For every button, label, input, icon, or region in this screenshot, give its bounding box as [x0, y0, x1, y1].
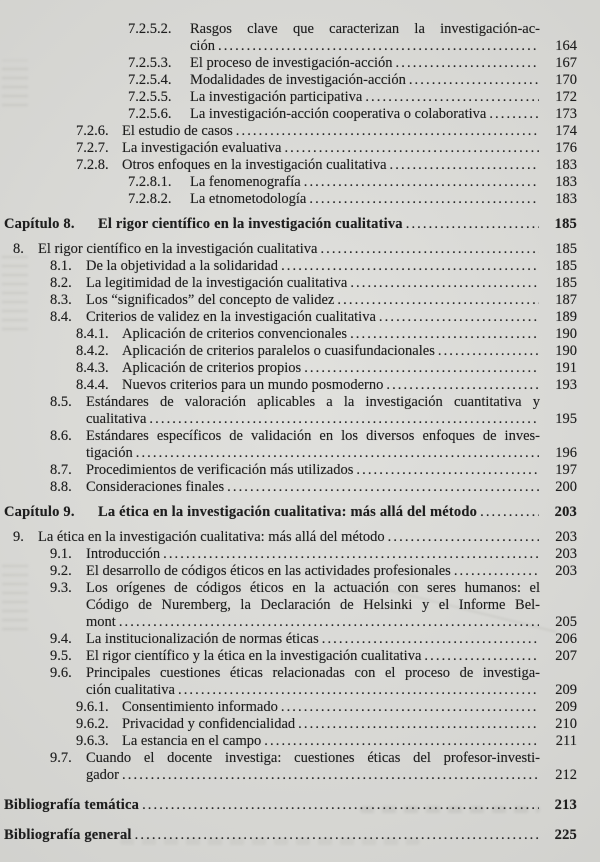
entry-last-line: [86, 682, 577, 699]
page-number: 210: [555, 716, 577, 732]
entry-last-line: [86, 462, 577, 479]
toc-entry: [50, 428, 577, 462]
entry-body: [86, 258, 577, 275]
entry-body: [190, 174, 577, 191]
toc-entry: [76, 140, 577, 157]
entry-number: 9.6.1.: [76, 699, 109, 715]
entry-body: [86, 309, 577, 326]
page-number: 176: [555, 140, 577, 156]
leader-dots: [406, 216, 539, 233]
entry-title-wrap-line: Estándares específicos de validación en los diversos enfoques de inves-: [86, 428, 540, 444]
entry-body: [38, 529, 577, 546]
entry-title-wrap-line: Principales cuestiones éticas relacionadas con el proceso de investiga-: [86, 665, 540, 681]
page-number: 167: [555, 55, 577, 71]
entry-body: [86, 665, 577, 699]
entry-body: [86, 292, 577, 309]
entry-title: El desarrollo de códigos éticos en las actividades profesionales: [86, 563, 451, 579]
entry-number: 7.2.6.: [76, 123, 109, 139]
page-number: 173: [555, 106, 577, 122]
entry-body: [86, 750, 577, 784]
page-number: 225: [554, 827, 577, 843]
page-number: 213: [554, 797, 577, 813]
entry-body: [98, 504, 577, 521]
page-number: 207: [555, 648, 577, 664]
page-number: 203: [555, 529, 577, 545]
toc-entry: [128, 174, 577, 191]
entry-title: Privacidad y confidencialidad: [122, 716, 296, 732]
page-number: 183: [555, 191, 577, 207]
entry-number: 8.7.: [50, 462, 72, 478]
toc-entry: [76, 123, 577, 140]
leader-dots: [309, 191, 539, 208]
leader-dots: [424, 648, 539, 665]
entry-number: 9.: [13, 529, 24, 545]
page-number: 174: [555, 123, 577, 139]
entry-title-wrap-line: Cuando el docente investiga: cuestiones éticas del profesor-investi-: [86, 750, 540, 766]
toc-entry: [128, 55, 577, 72]
entry-last-line: [122, 377, 577, 394]
leader-dots: [350, 275, 539, 292]
toc-entry: [128, 89, 577, 106]
toc-entry: [50, 309, 577, 326]
entry-title: El estudio de casos: [122, 123, 233, 139]
page-number: 170: [555, 72, 577, 88]
page-number: 197: [555, 462, 577, 478]
entry-title: La etnometodología: [190, 191, 307, 207]
entry-last-line: [38, 241, 577, 258]
entry-title-wrap-line: Rasgos clave que caracterizan la investigación-ac-: [190, 21, 540, 37]
entry-title: El proceso de investigación-acción: [190, 55, 393, 71]
page-number: 185: [555, 258, 577, 274]
leader-dots: [438, 343, 539, 360]
entry-number: 7.2.5.6.: [128, 106, 172, 122]
entry-number: 9.3.: [50, 580, 72, 596]
entry-body: [190, 89, 577, 106]
leader-dots: [135, 827, 539, 844]
entry-title: Introducción: [86, 546, 161, 562]
entry-last-line: [86, 292, 577, 309]
entry-title: Bibliografía general: [4, 827, 132, 843]
entry-body: [122, 326, 577, 343]
toc-entry: [128, 191, 577, 208]
entry-last-line: [122, 343, 577, 360]
toc-entry: [76, 343, 577, 360]
entry-body: [122, 343, 577, 360]
entry-body: [86, 394, 577, 428]
page-number: 191: [555, 360, 577, 376]
leader-dots: [281, 699, 539, 716]
leader-dots: [350, 326, 539, 343]
toc-entry: [50, 580, 577, 631]
page-number: 209: [555, 682, 577, 698]
page-number: 211: [555, 733, 577, 749]
entry-number: 8.: [13, 241, 24, 257]
entry-last-line: [98, 504, 577, 521]
entry-body: [190, 191, 577, 208]
entry-body: [122, 716, 577, 733]
entry-number: 9.1.: [50, 546, 72, 562]
page-number: 189: [555, 309, 577, 325]
page-number: 196: [555, 445, 577, 461]
toc-entry: [76, 716, 577, 733]
entry-body: [122, 377, 577, 394]
leader-dots: [480, 504, 539, 521]
toc-entry: [50, 665, 577, 699]
leader-dots: [409, 72, 539, 89]
entry-title: mont: [86, 614, 116, 630]
leader-dots: [386, 377, 539, 394]
leader-dots: [322, 631, 539, 648]
entry-body: [86, 275, 577, 292]
toc-entry: [50, 546, 577, 563]
entry-body: [86, 563, 577, 580]
leader-dots: [136, 445, 539, 462]
page-number: 187: [555, 292, 577, 308]
leader-dots: [298, 716, 539, 733]
leader-dots: [390, 157, 539, 174]
entry-number: 7.2.5.3.: [128, 55, 172, 71]
entry-body: [190, 106, 577, 123]
entry-number: 7.2.5.2.: [128, 21, 172, 37]
entry-title: La estancia en el campo: [122, 733, 262, 749]
entry-body: [86, 428, 577, 462]
entry-title: cualitativa: [86, 411, 147, 427]
page-number: 190: [555, 326, 577, 342]
page-number: 193: [555, 377, 577, 393]
entry-title: La legitimidad de la investigación cualitativa: [86, 275, 348, 291]
toc-entry: [76, 733, 577, 750]
entry-title: La institucionalización de normas éticas: [86, 631, 319, 647]
entry-title: El rigor científico y la ética en la investigación cualitativa: [86, 648, 422, 664]
entry-last-line: [122, 699, 577, 716]
leader-dots: [122, 767, 539, 784]
entry-last-line: [4, 797, 577, 814]
entry-title: De la objetividad a la solidaridad: [86, 258, 279, 274]
toc-entry: [13, 529, 577, 546]
entry-number: 8.4.4.: [76, 377, 109, 393]
page-number: 203: [555, 546, 577, 562]
entry-body: [122, 360, 577, 377]
entry-last-line: [38, 529, 577, 546]
entry-title: El rigor científico en la investigación cualitativa: [98, 216, 403, 232]
entry-body: [4, 827, 577, 844]
entry-number: 8.4.: [50, 309, 72, 325]
entry-body: [86, 648, 577, 665]
entry-title: El rigor científico en la investigación cualitativa: [38, 241, 318, 257]
leader-dots: [227, 479, 539, 496]
toc-entry: [50, 750, 577, 784]
entry-number: 9.6.3.: [76, 733, 109, 749]
toc-entry: [50, 479, 577, 496]
toc-entry: [4, 797, 577, 814]
entry-number: 8.6.: [50, 428, 72, 444]
entry-last-line: [86, 445, 577, 462]
entry-last-line: [86, 648, 577, 665]
entry-number: 8.3.: [50, 292, 72, 308]
page-number: 203: [554, 504, 577, 520]
entry-last-line: [122, 716, 577, 733]
entry-body: [190, 72, 577, 89]
entry-body: [86, 546, 577, 563]
entry-last-line: [190, 89, 577, 106]
entry-last-line: [86, 258, 577, 275]
entry-body: [4, 797, 577, 814]
toc-entry: [13, 241, 577, 258]
leader-dots: [337, 292, 539, 309]
entry-last-line: [122, 733, 577, 750]
entry-last-line: [190, 174, 577, 191]
entry-last-line: [86, 479, 577, 496]
entry-number: 7.2.7.: [76, 140, 109, 156]
entry-number: 8.1.: [50, 258, 72, 274]
leader-dots: [163, 546, 539, 563]
toc-entry: [50, 258, 577, 275]
entry-number: 9.7.: [50, 750, 72, 766]
entry-title: Bibliografía temática: [4, 797, 140, 813]
page-number: 209: [555, 699, 577, 715]
entry-body: [98, 216, 577, 233]
entry-last-line: [190, 38, 577, 55]
page-number: 195: [555, 411, 577, 427]
toc-entry: [50, 563, 577, 580]
entry-number: 8.5.: [50, 394, 72, 410]
page-number: 185: [554, 216, 577, 232]
page-number: 190: [555, 343, 577, 359]
leader-dots: [489, 106, 539, 123]
toc-entry: [50, 631, 577, 648]
entry-last-line: [86, 631, 577, 648]
leader-dots: [454, 563, 539, 580]
entry-title: Aplicación de criterios convencionales: [122, 326, 348, 342]
leader-dots: [281, 258, 539, 275]
entry-last-line: [122, 157, 577, 174]
entry-body: [86, 580, 577, 631]
entry-last-line: [4, 827, 577, 844]
entry-last-line: [98, 216, 577, 233]
entry-last-line: [190, 106, 577, 123]
toc-entry: [4, 216, 577, 233]
entry-number: 8.8.: [50, 479, 72, 495]
entry-title: La fenomenografía: [190, 174, 301, 190]
entry-number: 9.6.2.: [76, 716, 109, 732]
entry-title: Procedimientos de verificación más utilizados: [86, 462, 354, 478]
entry-body: [122, 699, 577, 716]
toc-entry: [128, 21, 577, 55]
entry-title: Nuevos criterios para un mundo posmoderno: [122, 377, 384, 393]
entry-body: [122, 140, 577, 157]
entry-number: 9.4.: [50, 631, 72, 647]
entry-last-line: [86, 767, 577, 784]
entry-body: [122, 733, 577, 750]
leader-dots: [264, 733, 539, 750]
page-number: 185: [555, 241, 577, 257]
entry-title: ción cualitativa: [86, 682, 175, 698]
entry-title-wrap-line: Código de Nuremberg, la Declaración de Helsinki y el Informe Bel-: [86, 597, 540, 613]
entry-title: Aplicación de criterios propios: [122, 360, 302, 376]
entry-body: [122, 157, 577, 174]
entry-title: Aplicación de criterios paralelos o cuasifundacionales: [122, 343, 435, 359]
entry-last-line: [122, 326, 577, 343]
entry-last-line: [86, 614, 577, 631]
entry-last-line: [190, 55, 577, 72]
toc-entry: [76, 157, 577, 174]
entry-title: La investigación-acción cooperativa o colaborativa: [190, 106, 487, 122]
page-number: 183: [555, 157, 577, 173]
entry-title: gador: [86, 767, 120, 783]
toc-entry: [128, 72, 577, 89]
page-number: 212: [555, 767, 577, 783]
leader-dots: [356, 462, 539, 479]
entry-number: 9.2.: [50, 563, 72, 579]
entry-number: 7.2.8.2.: [128, 191, 172, 207]
entry-number: 8.4.2.: [76, 343, 109, 359]
entry-last-line: [86, 275, 577, 292]
toc-entry: [76, 360, 577, 377]
leader-dots: [388, 529, 539, 546]
entry-title: La ética en la investigación cualitativa: más allá del método: [38, 529, 385, 545]
entry-body: [190, 55, 577, 72]
entry-last-line: [190, 72, 577, 89]
leader-dots: [142, 797, 539, 814]
entry-title-wrap-line: Estándares de valoración aplicables a la investigación cuantitativa y: [86, 394, 540, 410]
leader-dots: [236, 123, 539, 140]
toc-entry: [76, 699, 577, 716]
entry-number: 9.5.: [50, 648, 72, 664]
toc-entry: [76, 377, 577, 394]
leader-dots: [119, 614, 539, 631]
page-number: 206: [555, 631, 577, 647]
entry-title: ción: [190, 38, 215, 54]
leader-dots: [304, 360, 539, 377]
entry-title: Consentimiento informado: [122, 699, 278, 715]
entry-last-line: [122, 360, 577, 377]
leader-dots: [284, 140, 539, 157]
entry-title: Los “significados” del concepto de validez: [86, 292, 335, 308]
leader-dots: [218, 38, 539, 55]
entry-last-line: [86, 309, 577, 326]
leader-dots: [379, 309, 539, 326]
entry-last-line: [190, 191, 577, 208]
entry-body: [86, 479, 577, 496]
page-number: 172: [555, 89, 577, 105]
entry-title: La investigación participativa: [190, 89, 363, 105]
entry-body: [86, 631, 577, 648]
leader-dots: [320, 241, 539, 258]
entry-number: 7.2.5.4.: [128, 72, 172, 88]
entry-last-line: [86, 411, 577, 428]
toc-entry: [4, 504, 577, 521]
entry-number: 8.4.1.: [76, 326, 109, 342]
leader-dots: [178, 682, 539, 699]
toc-entry: [4, 827, 577, 844]
entry-last-line: [122, 123, 577, 140]
entry-body: [190, 21, 577, 55]
toc-entry: [50, 462, 577, 479]
page-number: 203: [555, 563, 577, 579]
leader-dots: [304, 174, 539, 191]
page-number: 200: [555, 479, 577, 495]
entry-title: tigación: [86, 445, 133, 461]
entry-title: Otros enfoques en la investigación cualitativa: [122, 157, 387, 173]
entry-title-wrap-line: Los orígenes de códigos éticos en la actuación con seres humanos: el: [86, 580, 540, 596]
leader-dots: [365, 89, 539, 106]
page-number: 183: [555, 174, 577, 190]
entry-number: Capítulo 9.: [4, 504, 75, 520]
entry-number: 7.2.5.5.: [128, 89, 172, 105]
page-number: 185: [555, 275, 577, 291]
toc-entry: [50, 648, 577, 665]
entry-title: La investigación evaluativa: [122, 140, 282, 156]
entry-body: [86, 462, 577, 479]
entry-number: Capítulo 8.: [4, 216, 75, 232]
toc-entry: [50, 275, 577, 292]
toc-entry: [128, 106, 577, 123]
entry-number: 8.2.: [50, 275, 72, 291]
entry-last-line: [86, 546, 577, 563]
entry-body: [38, 241, 577, 258]
entry-title: Consideraciones finales: [86, 479, 225, 495]
entry-title: La ética en la investigación cualitativa: más allá del método: [98, 504, 478, 520]
toc-entry: [50, 292, 577, 309]
entry-number: 7.2.8.1.: [128, 174, 172, 190]
entry-title: Modalidades de investigación-acción: [190, 72, 406, 88]
entry-title: Criterios de validez en la investigación cualitativa: [86, 309, 376, 325]
entry-last-line: [86, 563, 577, 580]
leader-dots: [149, 411, 539, 428]
toc-entry: [50, 394, 577, 428]
entry-number: 8.4.3.: [76, 360, 109, 376]
entry-body: [122, 123, 577, 140]
page-number: 164: [555, 38, 577, 54]
entry-last-line: [122, 140, 577, 157]
leader-dots: [396, 55, 539, 72]
entry-number: 9.6.: [50, 665, 72, 681]
page-number: 205: [555, 614, 577, 630]
entry-number: 7.2.8.: [76, 157, 109, 173]
toc-entry: [76, 326, 577, 343]
